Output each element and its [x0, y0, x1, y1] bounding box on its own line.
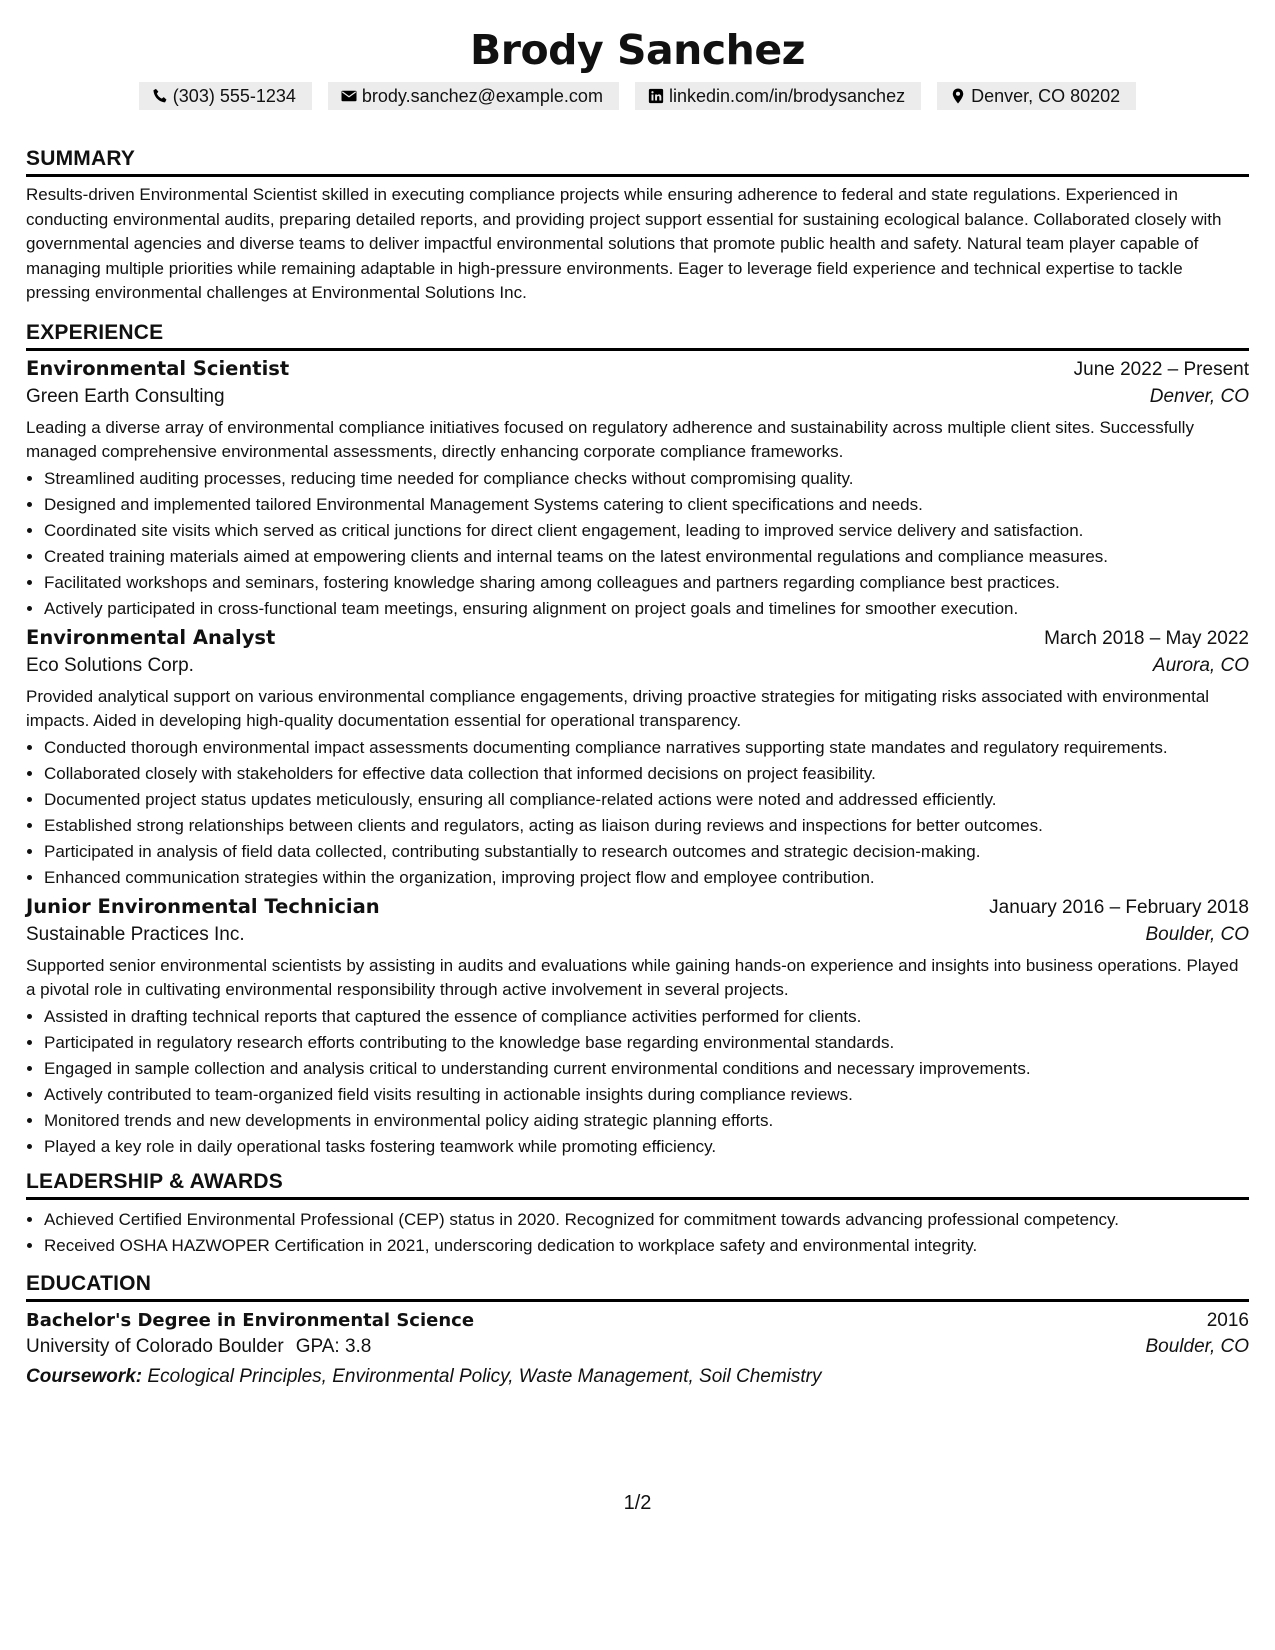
section-title: EXPERIENCE [26, 321, 1249, 351]
job-entry [26, 895, 1249, 1158]
job-description: Leading a diverse array of environmental compliance initiatives focused on regulatory adherence and sustainability across multiple client sites. Successfully managed comprehensive environmental assessments, directly enhancing corporate compliance frameworks. [26, 417, 1194, 461]
contact-linkedin[interactable] [635, 82, 921, 110]
education-location: Boulder, CO [1145, 1335, 1249, 1357]
list-item: • Facilitated workshops and seminars, fostering knowledge sharing among colleagues and partners regarding compliance best practices. [44, 571, 1249, 594]
job-dates: March 2018 – May 2022 [1044, 627, 1249, 649]
job-location: Aurora, CO [1152, 654, 1249, 676]
list-item: • Established strong relationships between clients and regulators, acting as liaison during reviews and inspections for better outcomes. [44, 814, 1249, 837]
job-dates: January 2016 – February 2018 [989, 896, 1249, 918]
contact-phone-text: (303) 555-1234 [172, 85, 296, 106]
job-dates: June 2022 – Present [1073, 358, 1249, 380]
job-bullets [26, 467, 1249, 620]
list-item: • Assisted in drafting technical reports that captured the essence of compliance activities performed for clients. [44, 1005, 1249, 1028]
job-title: Environmental Scientist [26, 356, 290, 380]
education-school-line [26, 1336, 371, 1358]
contact-location-text: Denver, CO 80202 [971, 85, 1121, 106]
experience-section [26, 321, 1249, 1158]
education-coursework [26, 1366, 1249, 1388]
job-bullets [26, 736, 1249, 889]
section-title: EDUCATION [26, 1272, 1249, 1302]
list-item: • Achieved Certified Environmental Professional (CEP) status in 2020. Recognized for commitment towards advancing professional competency. [44, 1208, 1249, 1231]
education-degree: Bachelor's Degree in Environmental Science [26, 1309, 475, 1331]
job-location: Denver, CO [1149, 385, 1249, 407]
summary-text: Results-driven Environmental Scientist skilled in executing compliance projects while ensuring adherence to federal and state regulations. Experienced in conducting environmental audits, preparing detailed reports, and providing project support essential for sustaining ecological balance. Collaborated closely with governmental agencies and diverse teams to deliver impactful environmental solutions that promote public health and safety. Natural team player capable of managing multiple priorities while remaining adaptable in high-pressure environments. Eager to leverage field experience and technical expertise to tackle pressing environmental challenges at Environmental Solutions Inc. [26, 185, 1222, 302]
section-title: LEADERSHIP & AWARDS [26, 1170, 1249, 1200]
list-item: • Conducted thorough environmental impact assessments documenting compliance narratives supporting state mandates and regulatory requirements. [44, 736, 1249, 759]
list-item: • Enhanced communication strategies within the organization, improving project flow and employee contribution. [44, 866, 1249, 889]
job-entry [26, 626, 1249, 889]
education-year: 2016 [1206, 1309, 1249, 1331]
leadership-bullets [26, 1208, 1249, 1257]
coursework-list: Ecological Principles, Environmental Policy, Waste Management, Soil Chemistry [147, 1365, 822, 1387]
summary-section [26, 147, 1249, 306]
list-item: • Actively participated in cross-functional team meetings, ensuring alignment on project goals and timelines for smoother execution. [44, 597, 1249, 620]
coursework-label: Coursework: [26, 1365, 143, 1387]
contact-linkedin-text: linkedin.com/in/brodysanchez [668, 85, 906, 106]
list-item: • Documented project status updates meticulously, ensuring all compliance-related actions were noted and addressed efficiently. [44, 788, 1249, 811]
list-item: • Designed and implemented tailored Environmental Management Systems catering to client specifications and needs. [44, 493, 1249, 516]
list-item: • Monitored trends and new developments in environmental policy aiding strategic planning efforts. [44, 1109, 1249, 1132]
contact-bar [26, 82, 1249, 110]
education-section [26, 1272, 1249, 1388]
list-item: • Received OSHA HAZWOPER Certification in 2021, underscoring dedication to workplace safety and environmental integrity. [44, 1234, 1249, 1257]
job-location: Boulder, CO [1145, 923, 1249, 945]
list-item: • Participated in regulatory research efforts contributing to the knowledge base regarding environmental standards. [44, 1031, 1249, 1054]
linkedin-icon [647, 87, 665, 105]
list-item: • Coordinated site visits which served as critical junctions for direct client engagement, leading to improved service delivery and satisfaction. [44, 519, 1249, 542]
job-bullets [26, 1005, 1249, 1158]
education-school: University of Colorado Boulder [26, 1335, 284, 1357]
map-pin-icon [949, 87, 967, 105]
list-item: • Collaborated closely with stakeholders for effective data collection that informed decisions on project feasibility. [44, 762, 1249, 785]
education-gpa: GPA: 3.8 [295, 1335, 372, 1357]
job-title: Junior Environmental Technician [26, 894, 380, 918]
job-company: Sustainable Practices Inc. [26, 923, 245, 945]
envelope-icon [340, 87, 358, 105]
list-item: • Actively contributed to team-organized field visits resulting in actionable insights during compliance reviews. [44, 1083, 1249, 1106]
contact-email-text: brody.sanchez@example.com [361, 85, 603, 106]
resume-page [26, 0, 1249, 1388]
list-item: • Engaged in sample collection and analysis critical to understanding current environmental conditions and necessary improvements. [44, 1057, 1249, 1080]
contact-phone [139, 82, 312, 110]
page-number: 1/2 [623, 1492, 652, 1514]
phone-icon [151, 87, 169, 105]
job-title: Environmental Analyst [26, 625, 276, 649]
contact-email[interactable] [328, 82, 619, 110]
leadership-section [26, 1170, 1249, 1257]
contact-location [937, 82, 1136, 110]
job-entry [26, 357, 1249, 620]
candidate-name: Brody Sanchez [469, 26, 806, 74]
list-item: • Played a key role in daily operational tasks fostering teamwork while promoting efficiency. [44, 1135, 1249, 1158]
job-description: Provided analytical support on various environmental compliance engagements, driving proactive strategies for mitigating risks associated with environmental impacts. Aided in developing high-quality documentation essential for operational transparency. [26, 686, 1210, 730]
job-description: Supported senior environmental scientists by assisting in audits and evaluations while gaining hands-on experience and insights into business operations. Played a pivotal role in cultivating environmental responsibility through active involvement in several projects. [26, 955, 1239, 999]
list-item: • Streamlined auditing processes, reducing time needed for compliance checks without compromising quality. [44, 467, 1249, 490]
section-title: SUMMARY [26, 147, 1249, 177]
list-item: • Participated in analysis of field data collected, contributing substantially to research outcomes and strategic decision-making. [44, 840, 1249, 863]
job-company: Eco Solutions Corp. [26, 654, 194, 676]
list-item: • Created training materials aimed at empowering clients and internal teams on the latest environmental regulations and compliance measures. [44, 545, 1249, 568]
job-company: Green Earth Consulting [26, 385, 225, 407]
